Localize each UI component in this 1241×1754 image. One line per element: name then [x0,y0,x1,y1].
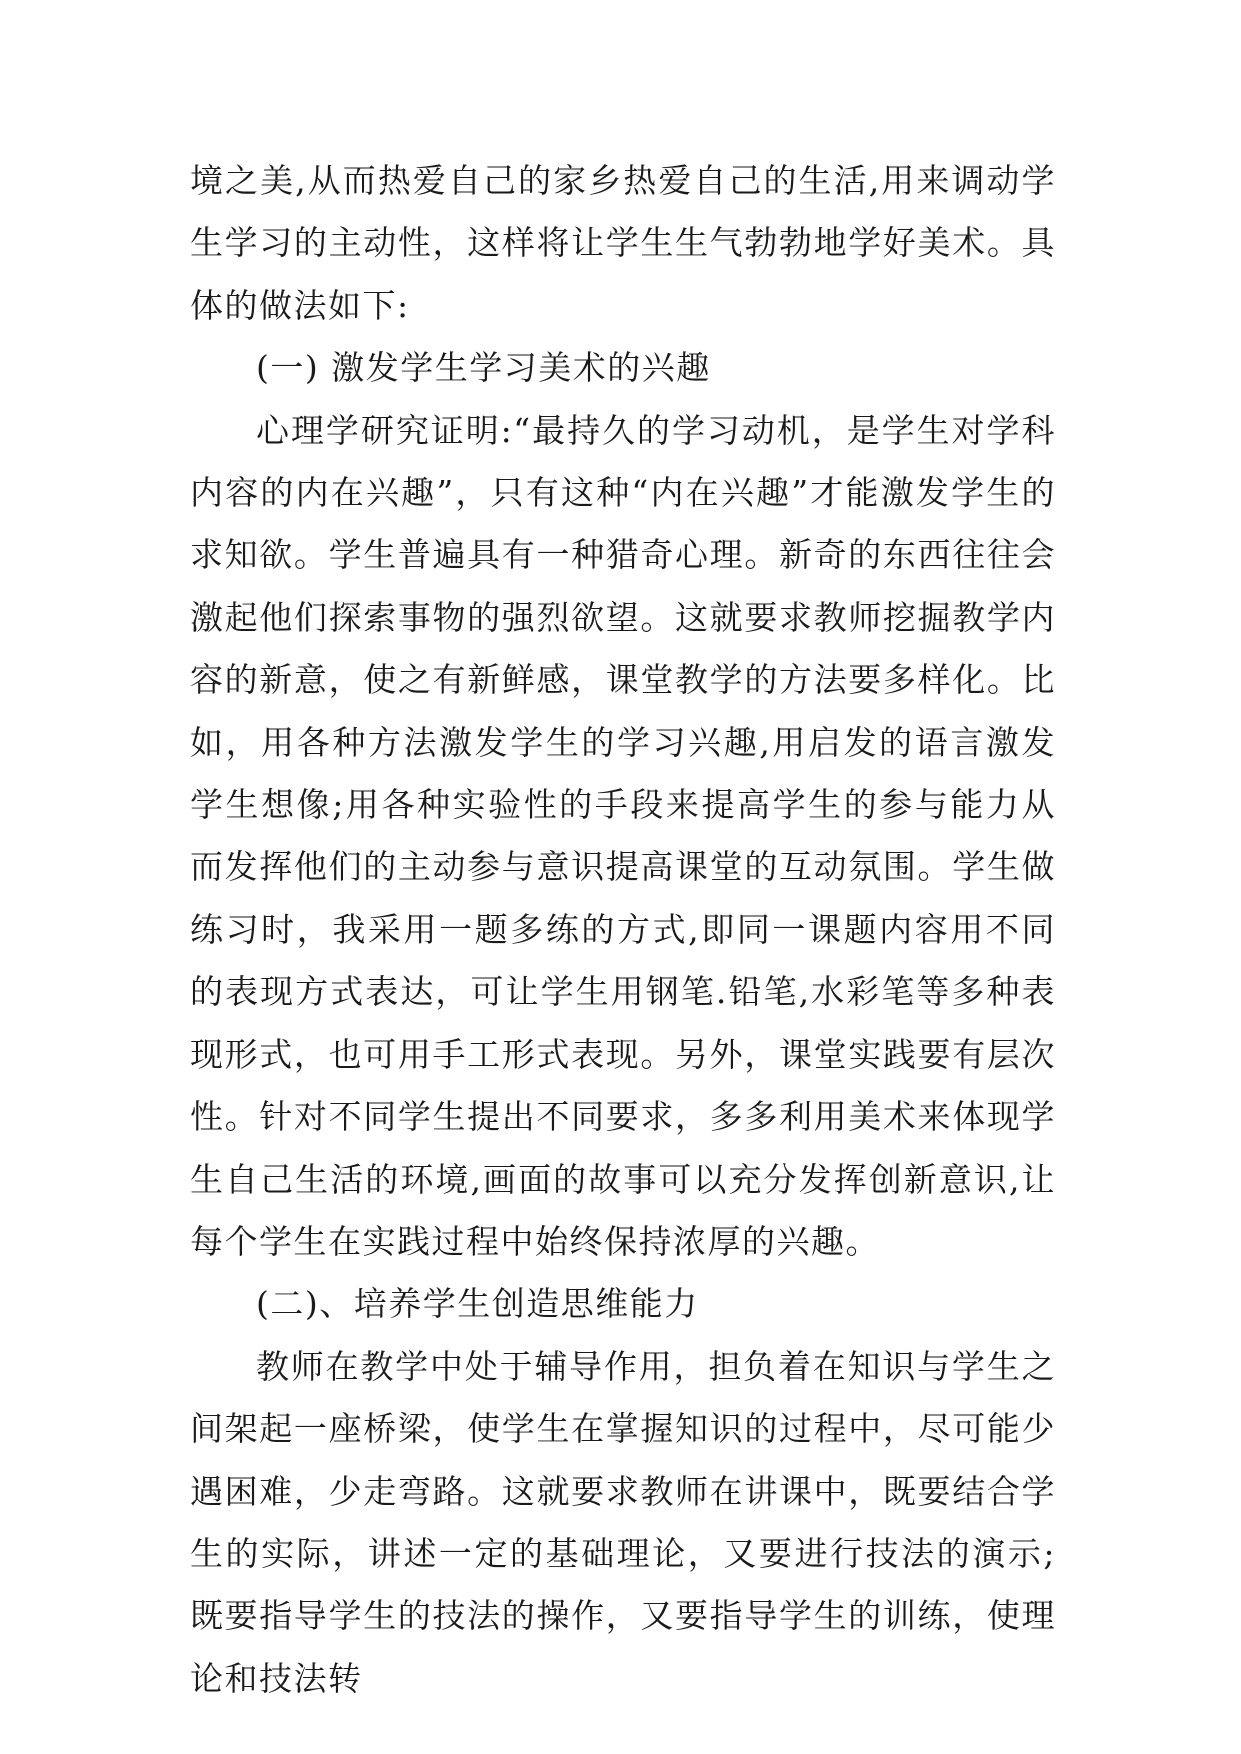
section-heading-1: (一) 激发学生学习美术的兴趣 [256,348,711,388]
section-heading-2: (二)、培养学生创造思维能力 [256,1284,699,1324]
document-body [190,150,1056,1710]
paragraph-creativity: 教师在教学中处于辅导作用，担负着在知识与学生之间架起一座桥梁，使学生在掌握知识的过程中，尽可能少遇困难，少走弯路。这就要求教师在讲课中，既要结合学生的实际，讲述一定的基础理论，又要进行技法的演示;既要指导学生的技法的操作，又要指导学生的训练，使理论和技法转 [190,1346,1056,1698]
paragraph-continuation: 境之美,从而热爱自己的家乡热爱自己的生活,用来调动学生学习的主动性，这样将让学生生气勃勃地学好美术。具体的做法如下: [190,161,1056,325]
paragraph-interest: 心理学研究证明:“最持久的学习动机，是学生对学科内容的内在兴趣”，只有这种“内在兴趣”才能激发学生的求知欲。学生普遍具有一种猎奇心理。新奇的东西往往会激起他们探索事物的强烈欲望。这就要求教师挖掘教学内容的新意，使之有新鲜感，课堂教学的方法要多样化。比如，用各种方法激发学生的学习兴趣,用启发的语言激发学生想像;用各种实验性的手段来提高学生的参与能力从而发挥他们的主动参与意识提高课堂的互动氛围。学生做练习时，我采用一题多练的方式,即同一课题内容用不同的表现方式表达，可让学生用钢笔.铅笔,水彩笔等多种表现形式，也可用手工形式表现。另外，课堂实践要有层次性。针对不同学生提出不同要求，多多利用美术来体现学生自己生活的环境,画面的故事可以充分发挥创新意识,让每个学生在实践过程中始终保持浓厚的兴趣。 [190,410,1056,1261]
